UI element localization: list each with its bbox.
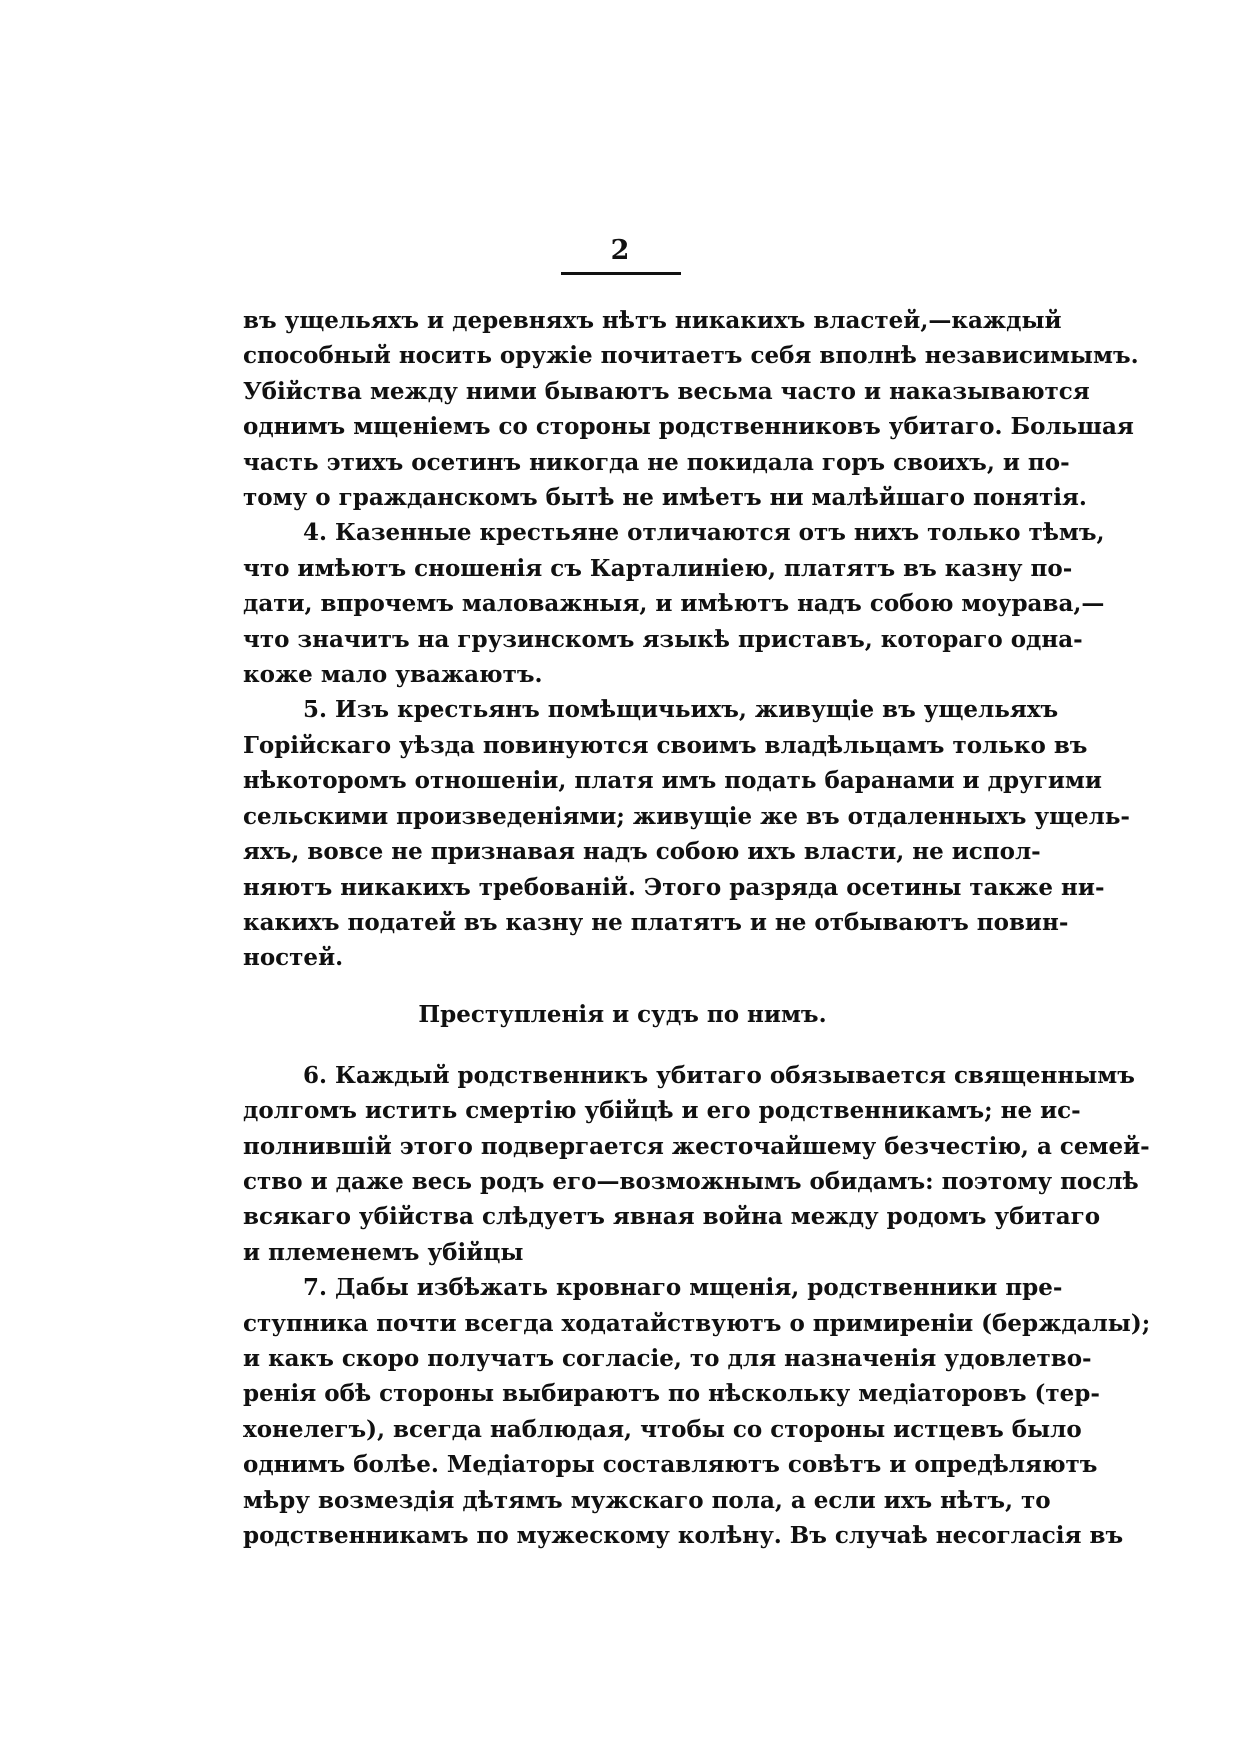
text-line: нѣкоторомъ отношеніи, платя имъ подать баранами и другими <box>243 767 1102 795</box>
text-line: мѣру возмездія дѣтямъ мужскаго пола, а если ихъ нѣтъ, то <box>243 1486 1051 1514</box>
text-line: Горійскаго уѣзда повинуются своимъ владѣльцамъ только въ <box>243 731 1088 759</box>
text-line: что значитъ на грузинскомъ языкѣ приставъ, котораго одна- <box>243 625 1083 653</box>
text-line: всякаго убійства слѣдуетъ явная война между родомъ убитаго <box>243 1203 1101 1231</box>
text-line: однимъ мщеніемъ со стороны родственниковъ убитаго. Большая <box>243 413 1134 441</box>
paragraph-5 <box>243 692 1130 975</box>
text-line: яхъ, вовсе не признавая надъ собою ихъ власти, не испол- <box>243 838 1041 866</box>
text-line: какихъ податей въ казну не платятъ и не отбываютъ повин- <box>243 908 1069 936</box>
body-text <box>243 303 1151 1553</box>
text-line: Убійства между ними бываютъ весьма часто и наказываются <box>243 377 1090 405</box>
page-number: 2 <box>610 235 630 266</box>
page-number-rule <box>561 272 681 275</box>
text-line: въ ущельяхъ и деревняхъ нѣтъ никакихъ властей,—каждый <box>243 307 1062 334</box>
text-line: родственникамъ по мужескому колѣну. Въ случаѣ несогласія въ <box>243 1522 1124 1549</box>
text-line: 7. Дабы избѣжать кровнаго мщенія, родственники пре- <box>303 1274 1063 1302</box>
text-line: ступника почти всегда ходатайствуютъ о примиреніи (берждалы); <box>243 1309 1151 1337</box>
text-line: тому о гражданскомъ бытѣ не имѣетъ ни малѣйшаго понятія. <box>243 484 1087 512</box>
text-line: однимъ болѣе. Медіаторы составляютъ совѣтъ и опредѣляютъ <box>243 1451 1098 1479</box>
text-line: ностей. <box>243 944 344 972</box>
text-line: часть этихъ осетинъ никогда не покидала горъ своихъ, и по- <box>243 448 1070 476</box>
section-heading: Преступленія и судъ по нимъ. <box>418 1000 827 1028</box>
text-line: способный носить оружіе почитаетъ себя вполнѣ независимымъ. <box>243 342 1139 370</box>
text-line: долгомъ истить смертію убійцѣ и его родственникамъ; не ис- <box>243 1097 1081 1125</box>
text-line: няютъ никакихъ требованій. Этого разряда осетины также ни- <box>243 873 1105 901</box>
text-line: полнившій этого подвергается жесточайшему безчестію, а семей- <box>243 1132 1150 1160</box>
text-line: ство и даже весь родъ его—возможнымъ обидамъ: поэтому послѣ <box>243 1167 1139 1195</box>
text-line: сельскими произведеніями; живущіе же въ отдаленныхъ ущель- <box>243 802 1130 830</box>
paragraph-4 <box>243 515 1105 692</box>
text-line: ренія обѣ стороны выбираютъ по нѣскольку медіаторовъ (тер- <box>243 1380 1100 1408</box>
paragraph-6 <box>243 1058 1150 1270</box>
text-line: дати, впрочемъ маловажныя, и имѣютъ надъ собою моурава,— <box>243 590 1105 618</box>
text-line: и какъ скоро получатъ согласіе, то для назначенія удовлетво- <box>243 1344 1092 1372</box>
text-line: хонелегъ), всегда наблюдая, чтобы со стороны истцевъ было <box>243 1415 1082 1443</box>
paragraph-7 <box>243 1270 1151 1553</box>
text-line: коже мало уважаютъ. <box>243 661 543 689</box>
text-line: 6. Каждый родственникъ убитаго обязывается священнымъ <box>303 1061 1135 1089</box>
text-line: и племенемъ убійцы <box>243 1238 524 1266</box>
text-line: что имѣютъ сношенія съ Карталиніею, платятъ въ казну по- <box>243 554 1073 582</box>
text-line: 4. Казенные крестьяне отличаются отъ нихъ только тѣмъ, <box>303 519 1105 547</box>
text-line: 5. Изъ крестьянъ помѣщичьихъ, живущіе въ ущельяхъ <box>303 696 1059 724</box>
paragraph-intro <box>243 303 1139 515</box>
